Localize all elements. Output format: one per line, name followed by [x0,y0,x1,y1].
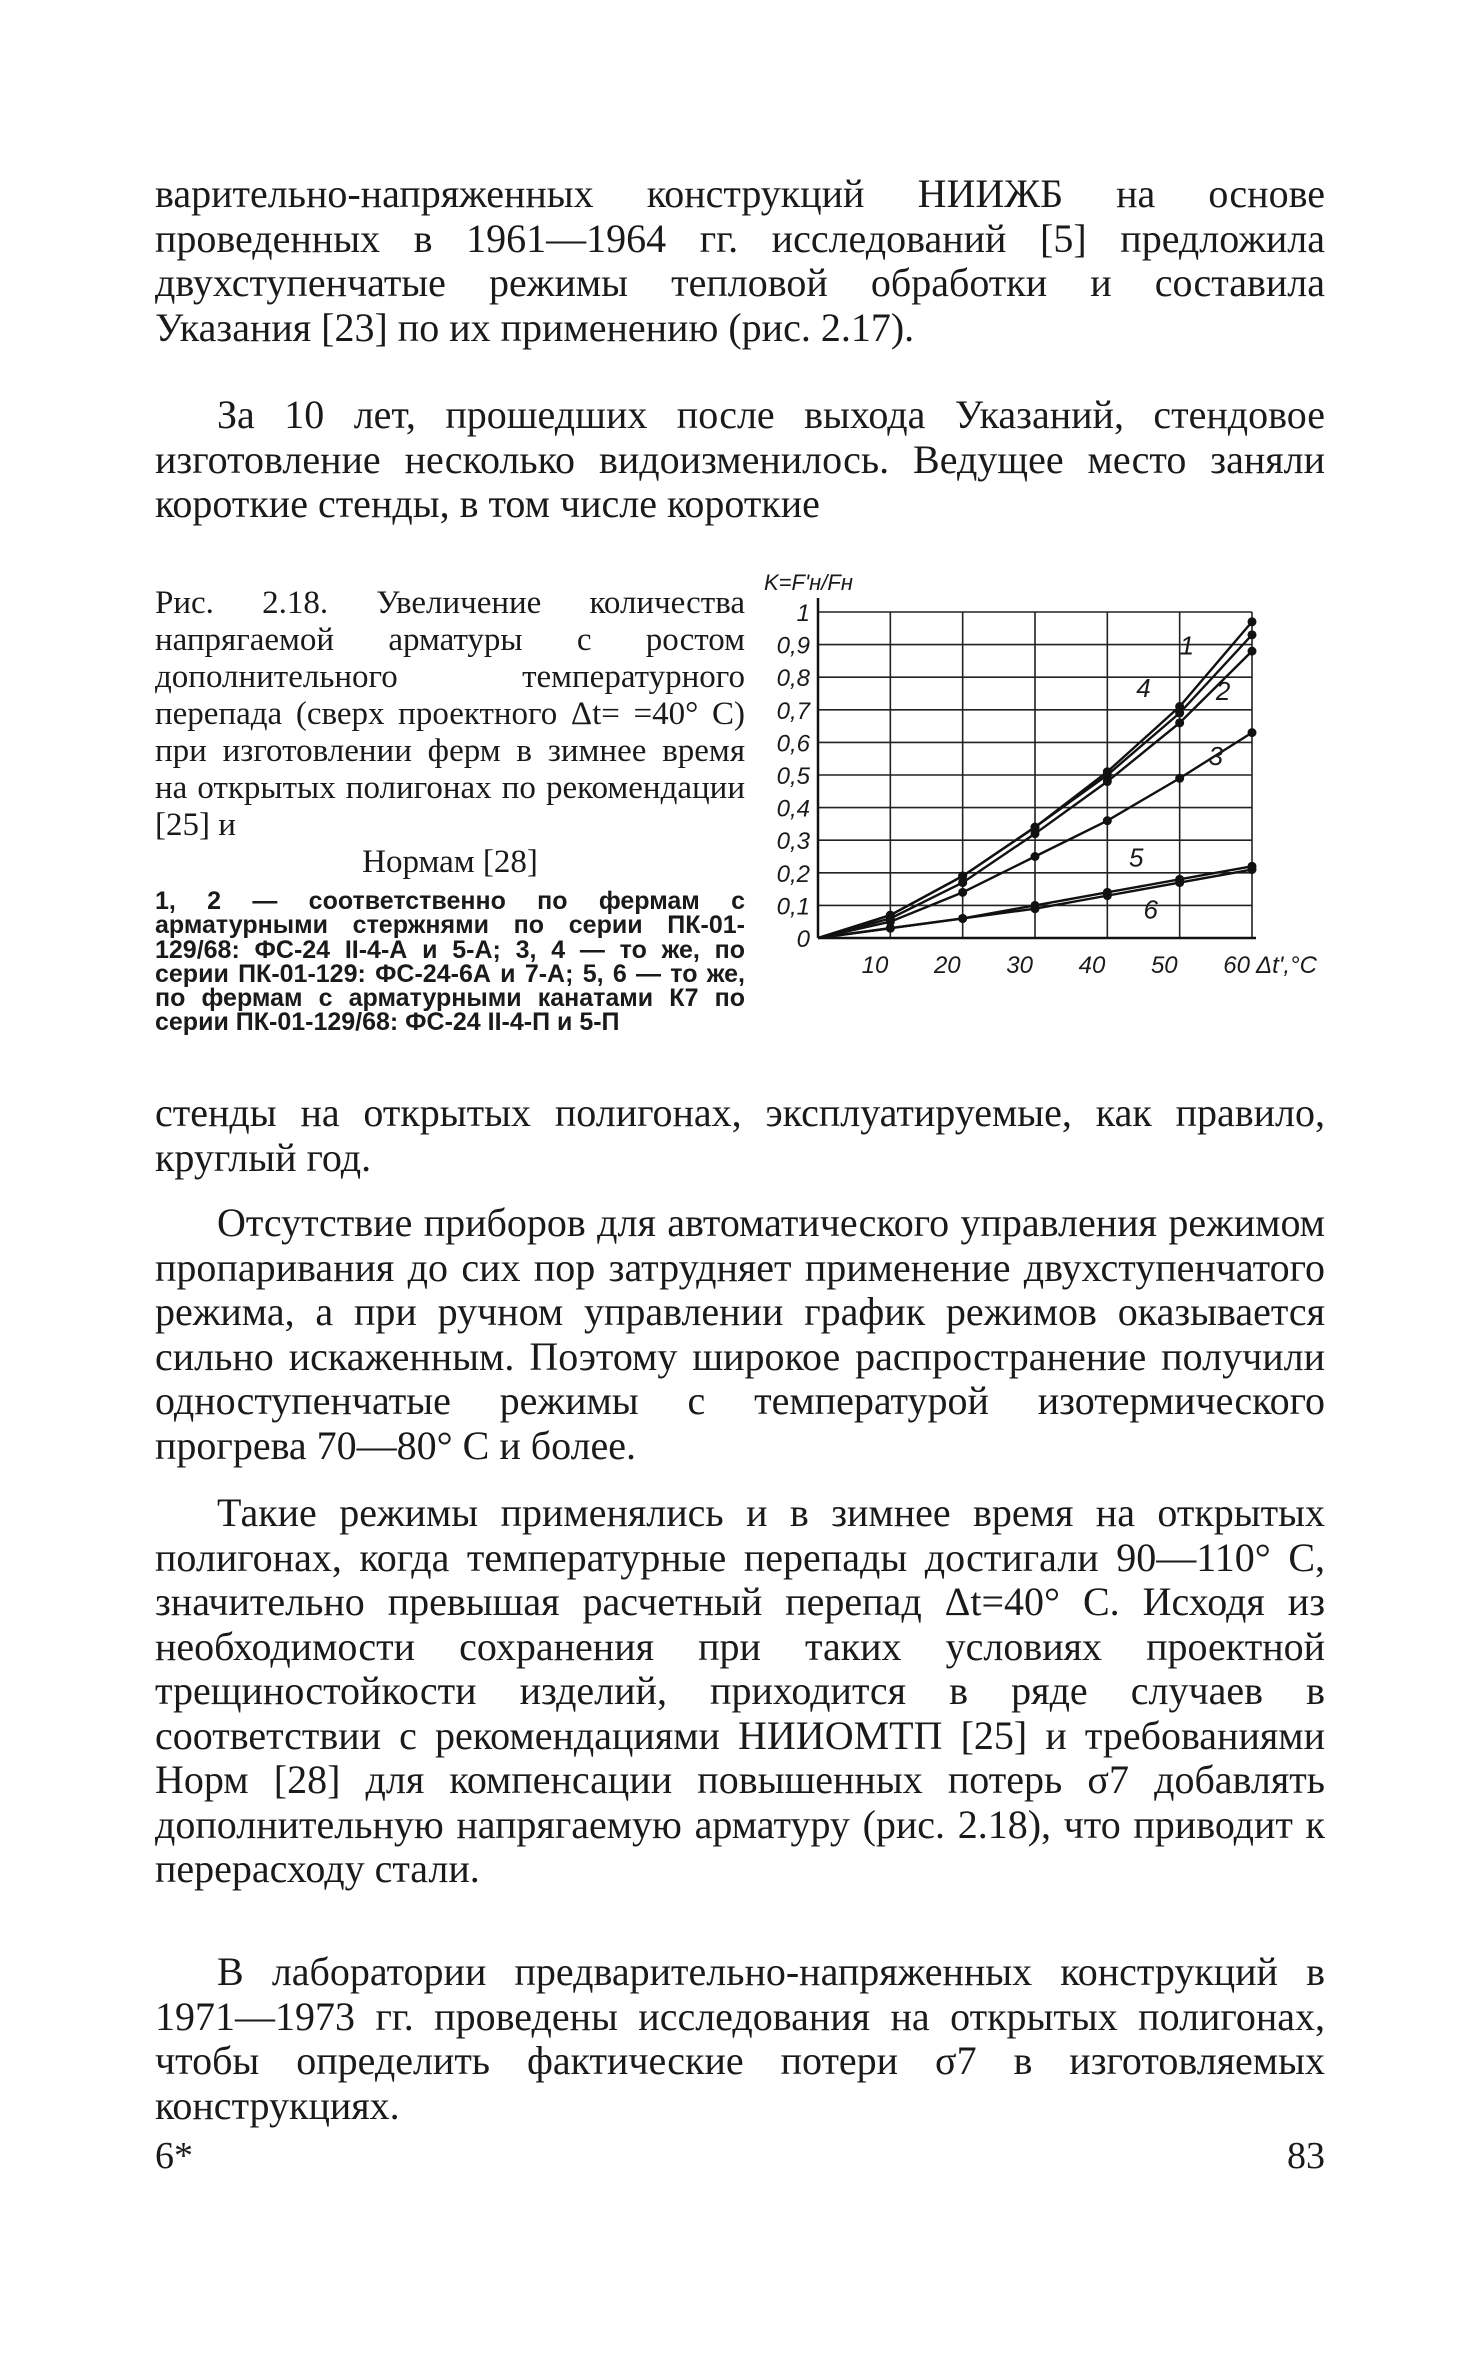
data-point-6 [1248,865,1257,874]
data-point-4 [1248,630,1257,639]
y-tick-label: 0,8 [776,665,810,693]
page-number: 83 [1287,2135,1325,2177]
data-point-3 [1175,774,1184,783]
data-point-4 [1031,823,1040,832]
series-label-1: 1 [1179,630,1195,661]
paragraph-4-text: Отсутствие приборов для автоматического управления режимом пропаривания до сих пор затрудняет применение двухступенчатого режима, а при ручном управлении график режимов оказывается сильно искаженным. Поэтому широкое распространение получили одноступенчатые режимы с температурой изотермического прогрева 70—80° С и более. [155,1200,1325,1468]
x-tick-label: 20 [933,952,961,979]
x-tick-label: 30 [1006,952,1033,979]
chart-series [818,617,1257,938]
data-point-3 [958,888,967,897]
paragraph-1: варительно-напряженных конструкций НИИЖБ на основе проведенных в 1961—1964 гг. исследований [5] предложила двухступенчатые режимы тепловой обработки и составила Указания [23] по их применению (рис. 2.17). [155,171,1325,350]
paragraph-5-text: Такие режимы применялись и в зимнее время на открытых полигонах, когда температурные перепады достигали 90—110° С, значительно превышая расчетный перепад Δt=40° С. Исходя из необходимости сохранения при таких условиях проектной трещиностойкости изделий, приходится в ряде случаев в соответствии с рекомендациями НИИОМТП [25] и требованиями Норм [28] для компенсации повышенных потерь σ7 добавлять дополнительную напрягаемую арматуру (рис. 2.18), что приводит к перерасходу стали. [155,1490,1325,1891]
data-point-4 [1103,771,1112,780]
x-tick-label: 50 [1150,952,1178,979]
paragraph-2-text: За 10 лет, прошедших после выхода Указаний, стендовое изготовление несколько видоизменилось. Ведущее место заняли короткие стенды, в том числе короткие [155,392,1325,526]
data-point-3 [1031,852,1040,861]
data-point-6 [1031,904,1040,913]
data-point-6 [958,914,967,923]
y-axis-label: K=F'н/Fн [764,570,853,595]
series-label-3: 3 [1208,741,1224,772]
series-label-2: 2 [1215,676,1231,707]
data-point-1 [1248,617,1257,626]
data-point-3 [1103,816,1112,825]
x-tick-label: 10 [861,952,889,979]
x-axis-label: Δt',°C [1256,952,1317,979]
x-tick-label: 60 [1223,952,1250,979]
data-point-2 [1175,718,1184,727]
data-point-2 [1248,647,1257,656]
data-point-4 [958,872,967,881]
data-point-6 [1175,878,1184,887]
caption-note: 1, 2 — соответственно по фермам с арматурными стержнями по серии ПК-01-129/68: ФС-24 II-4-А и 5-А; 3, 4 — то же, по серии ПК-01-129: ФС-24-6А и 7-А; 5, 6 — то же, по фермам с арматурными канатами К7 по серии ПК-01-129/68: ФС-24 II-4-П и 5-П [155,887,745,1037]
y-tick-label: 0,6 [776,730,810,758]
y-tick-label: 1 [796,600,810,627]
y-tick-label: 0,7 [776,697,810,725]
paragraph-4 [155,1201,1325,1468]
paragraph-5 [155,1491,1325,1892]
y-tick-label: 0,2 [776,860,810,888]
signature-mark: 6* [155,2135,193,2177]
y-tick-label: 0,1 [776,893,810,921]
data-point-3 [1248,728,1257,737]
data-point-4 [1175,709,1184,718]
paragraph-2 [155,393,1325,527]
y-tick-label: 0,4 [776,795,810,823]
y-tick-label: 0 [796,926,810,953]
paragraph-6-text: В лаборатории предварительно-напряженных конструкций в 1971—1973 гг. проведены исследования на открытых полигонах, чтобы определить фактические потери σ7 в изготовляемых конструкциях. [155,1949,1325,2128]
y-tick-label: 0,5 [776,763,810,790]
y-tick-label: 0,9 [776,632,810,660]
series-label-6: 6 [1143,894,1158,925]
caption-title: Рис. 2.18. Увеличение количества напрягаемой арматуры с ростом дополнительного температурного перепада (сверх проектного Δt= =40° С) при изготовлении ферм в зимнее время на открытых полигонах по рекомендации [25] и [155,585,745,843]
y-tick-label: 0,3 [776,828,810,856]
data-point-6 [1103,891,1112,900]
data-point-6 [886,924,895,933]
figure-2-18-chart [760,560,1320,1000]
figure-caption [155,585,745,1035]
series-label-4: 4 [1136,672,1151,703]
paragraph-6 [155,1950,1325,2128]
paragraph-3: стенды на открытых полигонах, эксплуатируемые, как правило, круглый год. [155,1090,1325,1180]
series-label-5: 5 [1129,842,1144,873]
data-point-4 [886,911,895,920]
caption-title-end: Нормам [28] [362,844,538,880]
x-tick-label: 40 [1078,952,1106,979]
